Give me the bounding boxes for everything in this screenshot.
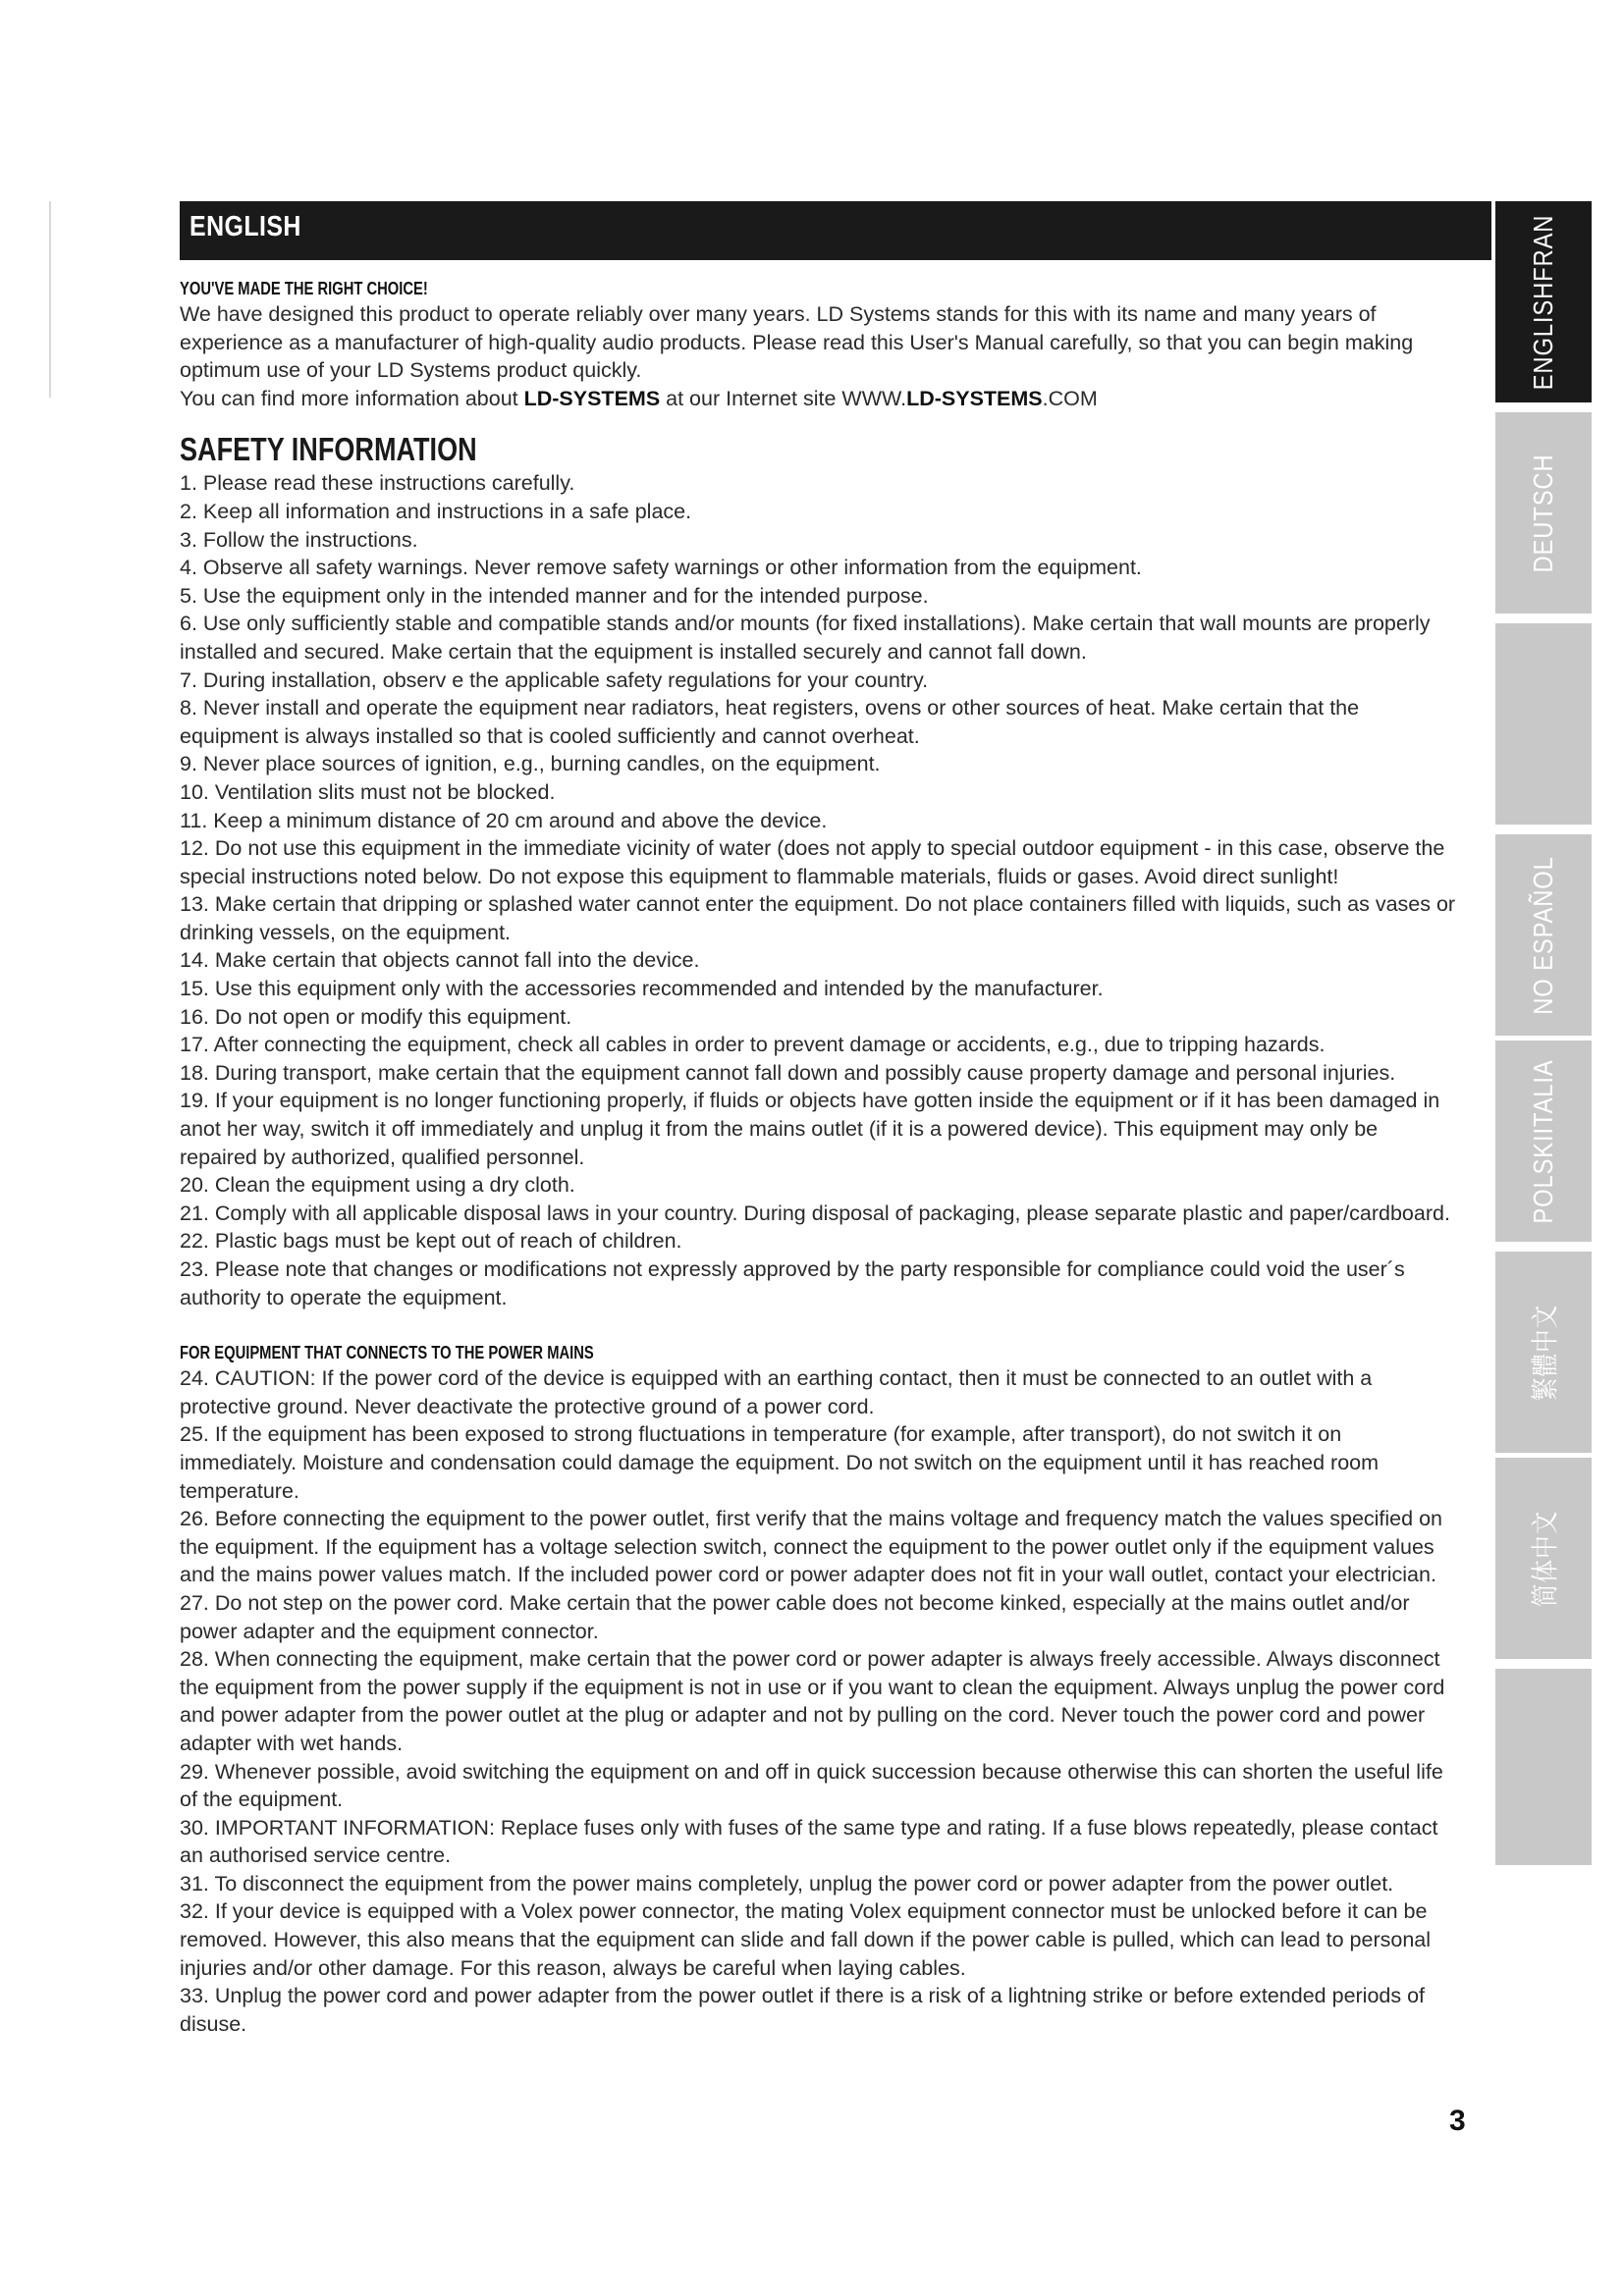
- intro-heading: [180, 277, 1456, 300]
- safety-item: 17. After connecting the equipment, check all cables in order to prevent damage or accidents, e.g., due to tripping hazards.: [180, 1033, 1326, 1057]
- safety-item: 13. Make certain that dripping or splashed water cannot enter the equipment. Do not place containers filled with liquids, such as vases or drinking vessels, on the equipment.: [180, 892, 1456, 944]
- power-mains-heading-text: FOR EQUIPMENT THAT CONNECTS TO THE POWER MAINS: [180, 1343, 594, 1363]
- tab-espanol-label: [1528, 842, 1559, 1029]
- power-item: 32. If your device is equipped with a Volex power connector, the mating Volex equipment connector must be unlocked before it can be removed. However, this also means that the equipment can slide and fall down if the power cable is pulled, which can lead to personal injuries and/or other damage. For this reason, always be careful when laying cables.: [180, 1899, 1432, 1980]
- safety-item: 18. During transport, make certain that the equipment cannot fall down and possibly cause property damage and personal injuries.: [180, 1060, 1396, 1085]
- tab-espanol[interactable]: [1495, 834, 1592, 1036]
- safety-item: 8. Never install and operate the equipment near radiators, heat registers, ovens or other sources of heat. Make certain that the equipment is always installed so that is cooled sufficiently and cannot overheat.: [180, 696, 1360, 748]
- power-mains-list: [180, 1364, 1456, 2038]
- safety-item: 22. Plastic bags must be kept out of reach of children.: [180, 1229, 682, 1254]
- safety-item: 20. Clean the equipment using a dry cloth.: [180, 1173, 575, 1198]
- tab-simp-chinese-text: 简体中文: [1530, 1510, 1560, 1607]
- left-margin-rule: [49, 201, 51, 398]
- tab-blank-1[interactable]: [1495, 623, 1592, 825]
- language-header-bar: [180, 201, 1491, 260]
- language-header-label: ENGLISH: [189, 211, 301, 242]
- safety-item: 5. Use the equipment only in the intended manner and for the intended purpose.: [180, 583, 929, 608]
- tab-english[interactable]: [1495, 201, 1592, 402]
- page-number: 3: [1449, 2105, 1466, 2137]
- safety-item: 2. Keep all information and instructions in a safe place.: [180, 499, 692, 523]
- power-item: 27. Do not step on the power cord. Make certain that the power cable does not become kinked, especially at the mains outlet and/or power adapter and the equipment connector.: [180, 1590, 1410, 1643]
- tab-trad-chinese-label: [1524, 1295, 1563, 1409]
- power-item: 24. CAUTION: If the power cord of the device is equipped with an earthing contact, then it must be connected to an outlet with a protective ground. Never deactivate the protective ground of a power cord.: [180, 1366, 1373, 1418]
- safety-title: [180, 430, 1456, 469]
- safety-item: 9. Never place sources of ignition, e.g., burning candles, on the equipment.: [180, 752, 881, 776]
- power-item: 26. Before connecting the equipment to the power outlet, first verify that the mains voltage and frequency match the values specified on the equipment. If the equipment has a voltage selection switch, connect the equipment to the power outlet only if the equipment values and the mains power values match. If the included power cord or power adapter does not fit in your wall outlet, contact your electrician.: [180, 1507, 1442, 1587]
- safety-item: 7. During installation, observ e the applicable safety regulations for your country.: [180, 667, 929, 692]
- info-suffix: .COM: [1042, 386, 1098, 410]
- tab-deutsch-text: DEUTSCH: [1528, 454, 1558, 572]
- tab-blank-2[interactable]: [1495, 1669, 1592, 1865]
- safety-item: 14. Make certain that objects cannot fall into the device.: [180, 948, 700, 973]
- safety-item: 16. Do not open or modify this equipment.: [180, 1004, 572, 1029]
- intro-body: We have designed this product to operate reliably over many years. LD Systems stands for this with its name and many years of experience as a manufacturer of high-quality audio products. Please read this User's Manual carefully, so that you can begin making optimum use of your LD Systems product quickly.: [180, 302, 1414, 383]
- tab-polski-italiano[interactable]: [1495, 1041, 1592, 1242]
- power-mains-heading: [180, 1341, 1456, 1364]
- language-tabs: [1495, 201, 1592, 1865]
- info-prefix: You can find more information about: [180, 386, 524, 410]
- tab-simplified-chinese[interactable]: [1495, 1458, 1592, 1659]
- intro-info-line: [180, 385, 1456, 413]
- section-gap: [180, 1311, 1456, 1341]
- safety-title-text: SAFETY INFORMATION: [180, 431, 477, 468]
- safety-list: [180, 469, 1456, 1311]
- tab-english-text: ENGLISHFRAN: [1528, 214, 1558, 390]
- info-brand: LD-SYSTEMS: [523, 386, 661, 410]
- safety-item: 15. Use this equipment only with the accessories recommended and intended by the manufacturer.: [180, 977, 1104, 1001]
- safety-item: 4. Observe all safety warnings. Never remove safety warnings or other information from the equipment.: [180, 556, 1142, 580]
- info-url-brand: LD-SYSTEMS: [906, 386, 1043, 410]
- safety-item: 23. Please note that changes or modifications not expressly approved by the party responsible for compliance could void the user´s authority to operate the equipment.: [180, 1257, 1405, 1309]
- tab-simp-chinese-label: [1524, 1501, 1563, 1615]
- info-middle: at our Internet site WWW.: [660, 386, 907, 410]
- safety-item: 19. If your equipment is no longer functioning properly, if fluids or objects have gotten inside the equipment or if it has been damaged in anot her way, switch it off immediately and unplug it from the mains outlet (if it is a powered device). This equipment may only be repaired by authorized, qualified personnel.: [180, 1089, 1440, 1169]
- tab-polski-text: POLSKIITALIA: [1528, 1058, 1558, 1224]
- power-item: 28. When connecting the equipment, make certain that the power cord or power adapter is always freely accessible. Always disconnect the equipment from the power supply if the equipment is not in use or if you want to clean the equipment. Always unplug the power cord and power adapter from the power outlet at the plug or adapter and not by pulling on the cord. Never touch the power cord and power adapter with wet hands.: [180, 1647, 1445, 1755]
- safety-item: 12. Do not use this equipment in the immediate vicinity of water (does not apply to special outdoor equipment - in this case, observe the special instructions noted below. Do not expose this equipment to flammable materials, fluids or gases. Avoid direct sunlight!: [180, 836, 1445, 888]
- tab-espanol-text: NO ESPAÑOL: [1528, 855, 1558, 1015]
- power-item: 30. IMPORTANT INFORMATION: Replace fuses only with fuses of the same type and rating. If a fuse blows repeatedly, please contact an authorised service centre.: [180, 1815, 1438, 1868]
- tab-deutsch-label: [1528, 443, 1559, 582]
- safety-item: 11. Keep a minimum distance of 20 cm around and above the device.: [180, 808, 828, 832]
- safety-item: 3. Follow the instructions.: [180, 527, 418, 552]
- tab-traditional-chinese[interactable]: [1495, 1252, 1592, 1453]
- tab-trad-chinese-text: 繁體中文: [1530, 1304, 1560, 1401]
- safety-item: 6. Use only sufficiently stable and compatible stands and/or mounts (for fixed installations). Make certain that wall mounts are properly installed and secured. Make certain that the equipment is installed securely and cannot fall down.: [180, 612, 1431, 664]
- safety-item: 21. Comply with all applicable disposal laws in your country. During disposal of packaging, please separate plastic and paper/cardboard.: [180, 1201, 1450, 1225]
- page-content: [180, 277, 1456, 2038]
- safety-item: 1. Please read these instructions carefully.: [180, 471, 575, 496]
- safety-item: 10. Ventilation slits must not be blocked.: [180, 779, 556, 804]
- power-item: 33. Unplug the power cord and power adapter from the power outlet if there is a risk of a lightning strike or before extended periods of disuse.: [180, 1984, 1426, 2036]
- power-item: 31. To disconnect the equipment from the power mains completely, unplug the power cord or power adapter from the power outlet.: [180, 1871, 1394, 1896]
- tab-english-label: [1528, 201, 1559, 402]
- tab-polski-label: [1528, 1044, 1559, 1238]
- intro-heading-text: YOU'VE MADE THE RIGHT CHOICE!: [180, 279, 428, 298]
- power-item: 29. Whenever possible, avoid switching the equipment on and off in quick succession because otherwise this can shorten the useful life of the equipment.: [180, 1759, 1443, 1812]
- tab-deutsch[interactable]: [1495, 412, 1592, 614]
- power-item: 25. If the equipment has been exposed to strong fluctuations in temperature (for example, after transport), do not switch it on immediately. Moisture and condensation could damage the equipment. Do not switch on the equipment until it has reached room temperature.: [180, 1422, 1380, 1503]
